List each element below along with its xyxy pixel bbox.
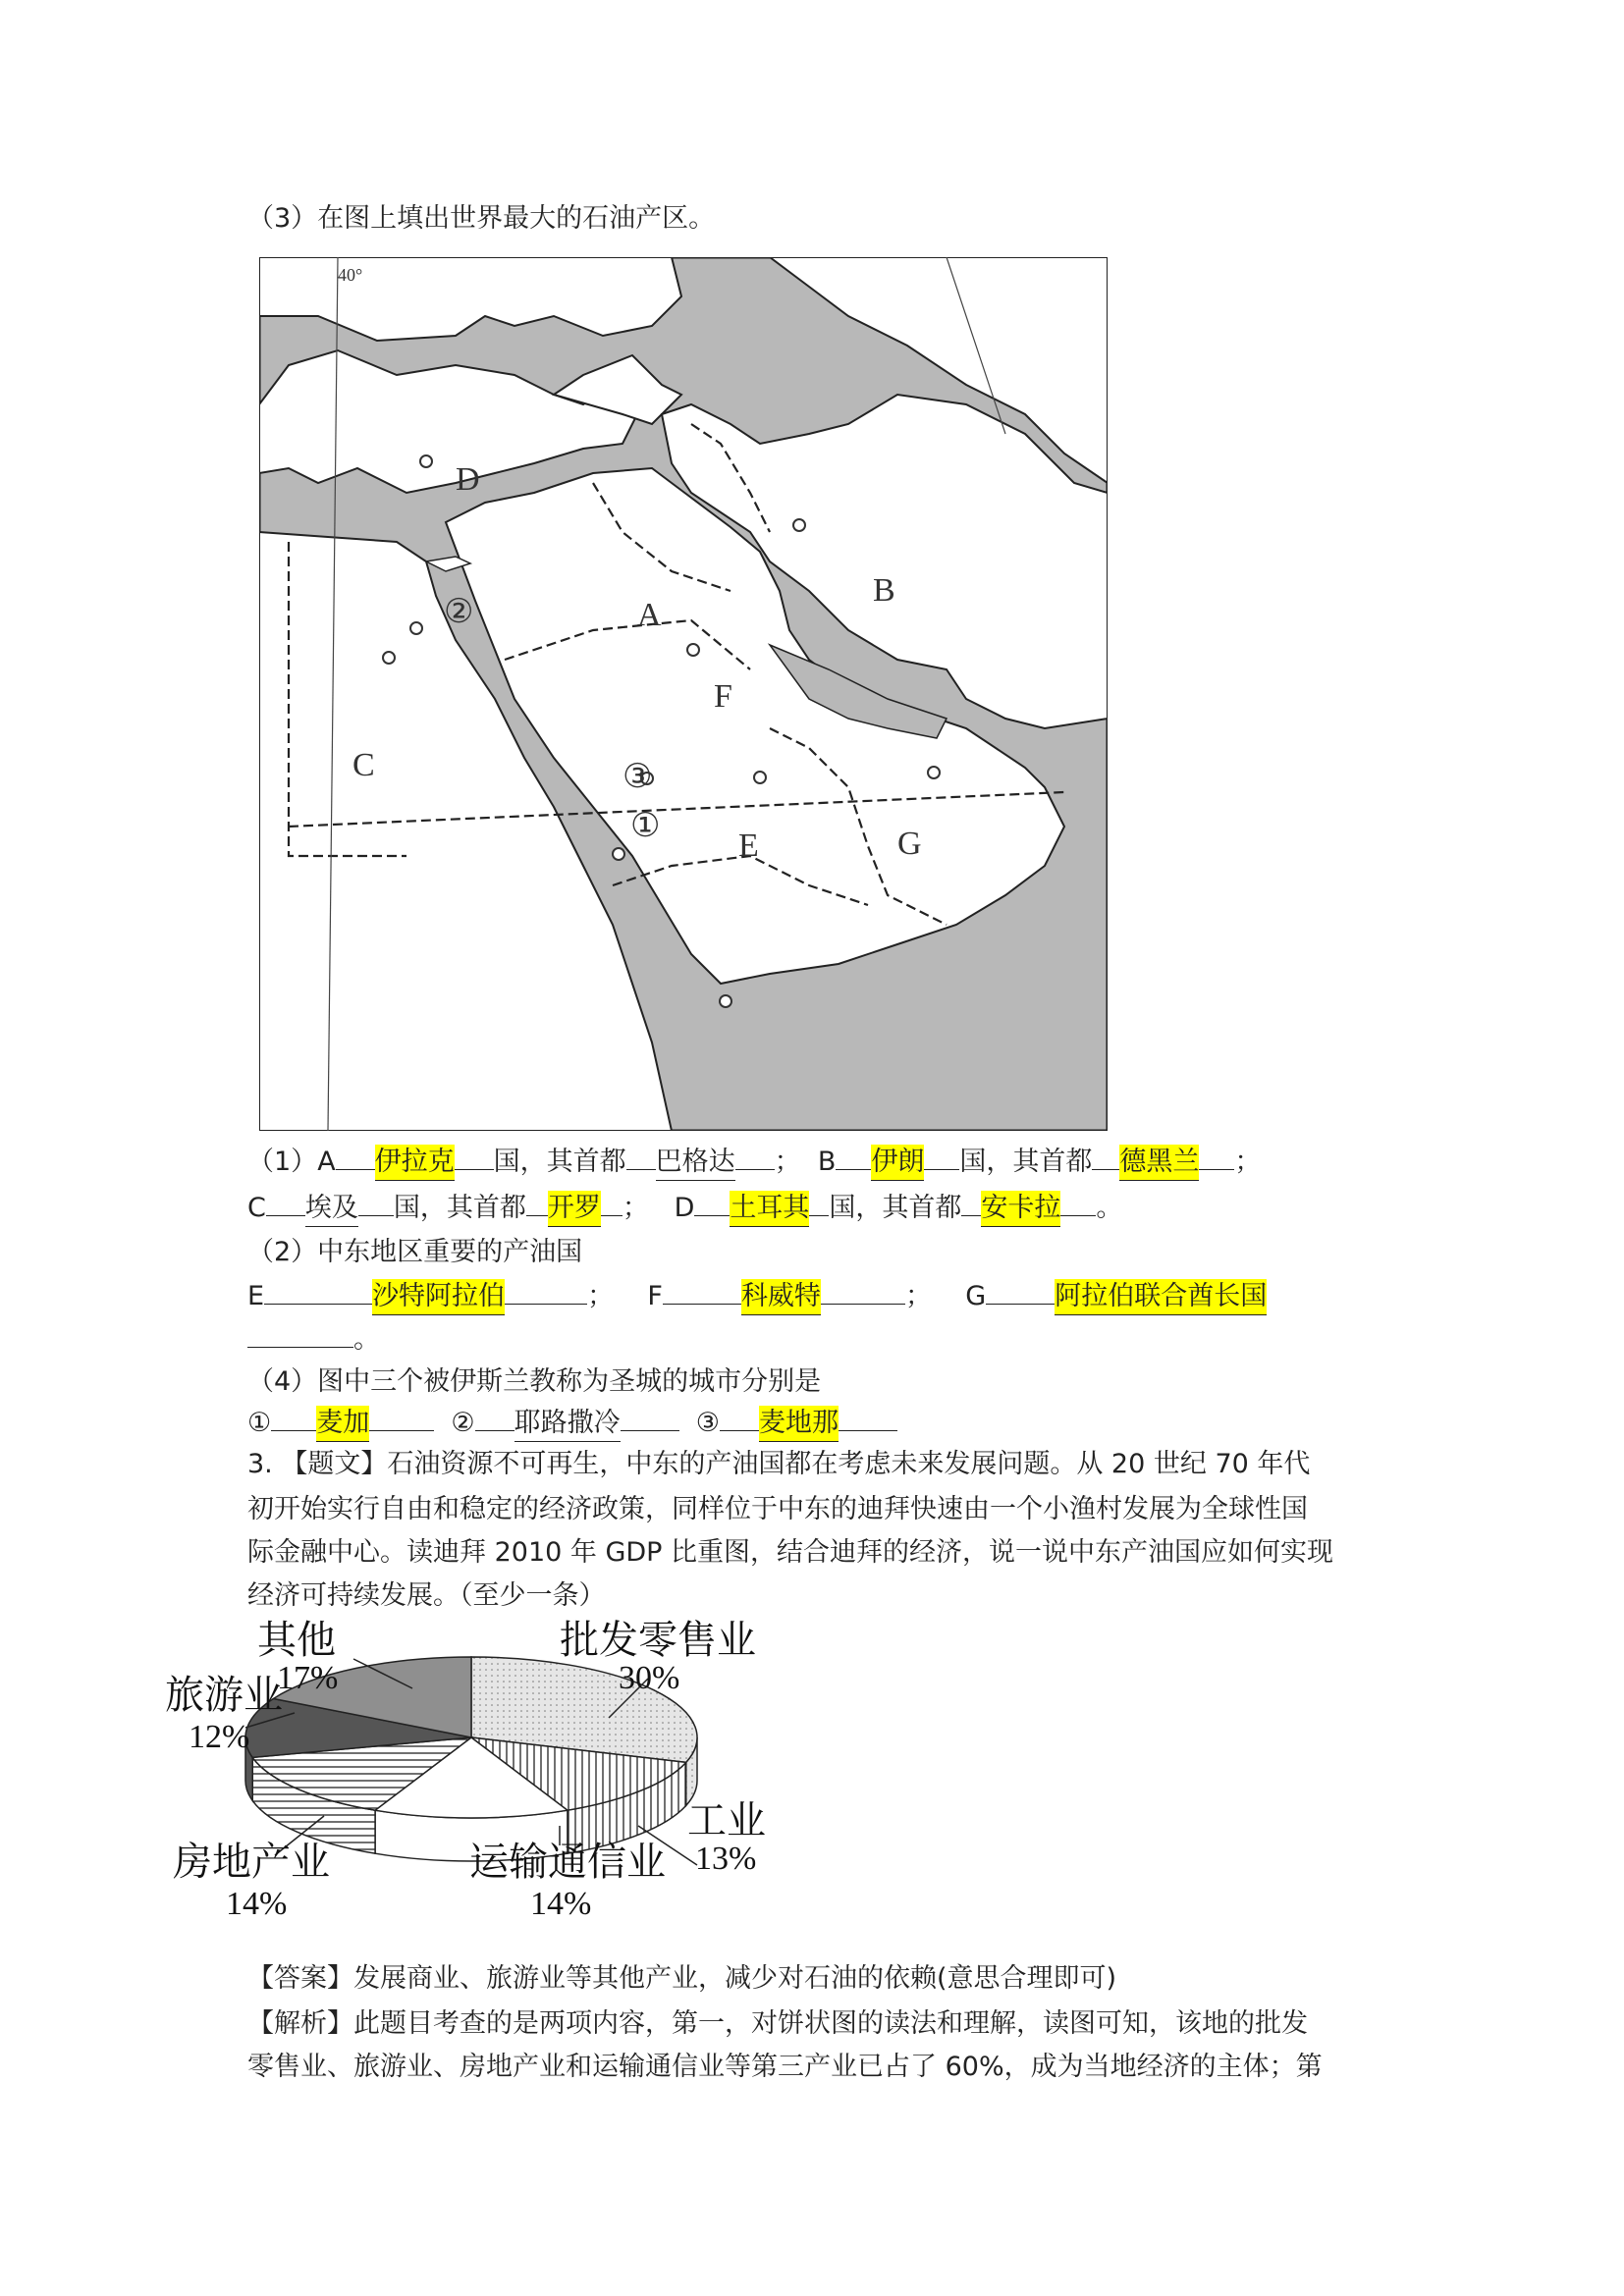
blank-underline xyxy=(848,1430,897,1431)
answer-c: 埃及 xyxy=(305,1191,358,1227)
blank-underline xyxy=(601,1215,623,1216)
pie-label-tourism: 旅游业 xyxy=(165,1673,283,1718)
answer-f: 科威特 xyxy=(741,1279,821,1315)
blank-underline xyxy=(505,1304,538,1305)
blank-underline xyxy=(475,1430,514,1431)
q1-prefix: （1） xyxy=(247,1147,318,1177)
map-circle-2: ② xyxy=(444,594,474,630)
q3-text-line-4: 经济可持续发展。（至少一条） xyxy=(247,1580,606,1611)
map-label-c: C xyxy=(352,747,375,783)
blank-underline xyxy=(860,1304,905,1305)
q1-c-suffix: 国，其首都 xyxy=(393,1193,526,1223)
blank-underline xyxy=(266,1215,305,1216)
map-label-e: E xyxy=(738,828,759,864)
answer-d: 土耳其 xyxy=(730,1191,809,1227)
blank-underline xyxy=(720,1430,759,1431)
pie-pct-industry: 13% xyxy=(695,1841,757,1877)
analysis-line-1: 【解析】此题目考查的是两项内容，第一，对饼状图的读法和理解，读图可知，该地的批发 xyxy=(247,2008,1308,2039)
blank-underline xyxy=(924,1169,959,1170)
answer-e: 沙特阿拉伯 xyxy=(372,1279,505,1315)
pie-label-wholesale: 批发零售业 xyxy=(560,1618,756,1663)
blank-underline xyxy=(821,1304,860,1305)
blank-underline xyxy=(986,1304,1055,1305)
q2-g-letter: G xyxy=(965,1281,987,1311)
blank-underline xyxy=(839,1430,848,1431)
pie-label-realestate: 房地产业 xyxy=(173,1840,330,1885)
capital-a: 巴格达 xyxy=(656,1145,735,1181)
blank-underline xyxy=(836,1169,871,1170)
q2-f-letter: F xyxy=(647,1281,663,1311)
pie-pct-tourism: 12% xyxy=(189,1719,250,1755)
q2-sep: ； xyxy=(904,1281,932,1311)
answer-b: 伊朗 xyxy=(871,1145,924,1181)
q4-circle-1: ① xyxy=(247,1408,272,1438)
answer-g: 阿拉伯联合酋长国 xyxy=(1055,1279,1267,1315)
q2-title: （2）中东地区重要的产油国 xyxy=(247,1237,583,1267)
blank-underline xyxy=(961,1215,981,1216)
pie-label-industry: 工业 xyxy=(687,1798,766,1843)
middle-east-map xyxy=(259,257,1108,1131)
q4-circle-2: ② xyxy=(451,1408,475,1438)
pie-label-transport: 运输通信业 xyxy=(469,1840,666,1885)
pie-pct-realestate: 14% xyxy=(226,1886,288,1922)
q1-line-1 xyxy=(247,1145,1261,1181)
q1-a-suffix: 国，其首都 xyxy=(493,1147,626,1177)
pie-label-other: 其他 xyxy=(257,1618,336,1663)
blank-underline xyxy=(735,1169,775,1170)
pie-pct-wholesale: 30% xyxy=(619,1660,680,1696)
map-label-d: D xyxy=(456,461,480,498)
q1-line-2 xyxy=(247,1191,1122,1227)
blank-underline xyxy=(1092,1169,1119,1170)
blank-underline xyxy=(336,1169,375,1170)
q2-e-letter: E xyxy=(247,1281,265,1311)
q1-d-end: 。 xyxy=(1096,1193,1123,1223)
blank-underline xyxy=(526,1215,548,1216)
q1-b-suffix: 国，其首都 xyxy=(959,1147,1093,1177)
q4-title: （4）图中三个被伊斯兰教称为圣城的城市分别是 xyxy=(247,1366,822,1397)
q2-sep: ； xyxy=(587,1281,615,1311)
capital-b: 德黑兰 xyxy=(1119,1145,1199,1181)
q2-end-mark: 。 xyxy=(353,1324,380,1355)
q1-c-letter: C xyxy=(247,1193,266,1223)
q1-b-end: ； xyxy=(1234,1147,1262,1177)
blank-underline xyxy=(455,1169,494,1170)
answer-holy-3: 麦地那 xyxy=(759,1406,839,1442)
q1-c-end: ； xyxy=(622,1193,649,1223)
map-40-label: 40° xyxy=(338,265,363,285)
blank-underline xyxy=(1060,1215,1096,1216)
map-label-g: G xyxy=(897,826,922,862)
blank-underline xyxy=(621,1430,679,1431)
blank-underline xyxy=(626,1169,656,1170)
capital-c: 开罗 xyxy=(548,1191,601,1227)
q1-d-suffix: 国，其首都 xyxy=(829,1193,962,1223)
answer-holy-2: 耶路撒冷 xyxy=(514,1406,621,1442)
q2-answers xyxy=(247,1279,1267,1315)
pie-pct-transport: 14% xyxy=(530,1886,592,1922)
question-3-title: （3）在图上填出世界最大的石油产区。 xyxy=(247,203,716,234)
map-circle-1: ① xyxy=(630,808,661,844)
blank-underline xyxy=(538,1304,587,1305)
blank-underline xyxy=(387,1430,434,1431)
q1-b-letter: B xyxy=(817,1147,837,1177)
map-circle-3: ③ xyxy=(623,759,653,795)
q3-text-line-3: 际金融中心。读迪拜 2010 年 GDP 比重图，结合迪拜的经济，说一说中东产油国应如何实现 xyxy=(247,1537,1334,1568)
blank-underline xyxy=(369,1430,387,1431)
q3-text-line-2: 初开始实行自由和稳定的经济政策，同样位于中东的迪拜快速由一个小渔村发展为全球性国 xyxy=(247,1494,1308,1524)
blank-underline xyxy=(358,1215,394,1216)
answer-line: 【答案】发展商业、旅游业等其他产业，减少对石油的依赖(意思合理即可) xyxy=(247,1963,1117,1994)
blank-underline xyxy=(271,1430,316,1431)
q1-a-letter: A xyxy=(317,1147,336,1177)
blank-underline xyxy=(809,1215,829,1216)
map-label-f: F xyxy=(714,678,732,715)
q1-a-end: ； xyxy=(774,1147,801,1177)
answer-holy-1: 麦加 xyxy=(316,1406,369,1442)
q1-d-letter: D xyxy=(674,1193,695,1223)
blank-underline xyxy=(247,1347,353,1348)
answer-a: 伊拉克 xyxy=(375,1145,455,1181)
pie-pct-other: 17% xyxy=(277,1660,339,1696)
blank-underline xyxy=(694,1215,730,1216)
blank-underline xyxy=(264,1304,372,1305)
q3-text-line-1: 3. 【题文】石油资源不可再生，中东的产油国都在考虑未来发展问题。从 20 世纪 70 年代 xyxy=(247,1449,1311,1479)
capital-d: 安卡拉 xyxy=(981,1191,1060,1227)
gdp-pie-chart xyxy=(165,1618,785,1953)
blank-underline xyxy=(1199,1169,1234,1170)
blank-underline xyxy=(663,1304,741,1305)
q4-answers xyxy=(247,1406,897,1442)
map-label-b: B xyxy=(873,572,895,609)
q2-end xyxy=(247,1322,380,1358)
analysis-line-2: 零售业、旅游业、房地产业和运输通信业等第三产业已占了 60%，成为当地经济的主体；第 xyxy=(247,2052,1323,2082)
q4-circle-3: ③ xyxy=(695,1408,720,1438)
map-label-a: A xyxy=(637,597,662,633)
